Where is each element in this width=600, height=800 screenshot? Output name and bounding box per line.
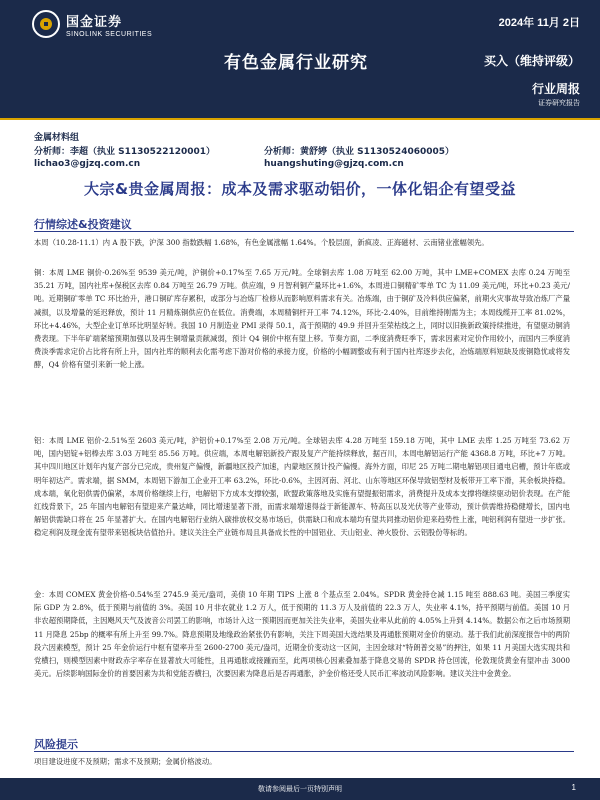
paragraph-aluminum: 铝：本周 LME 铝价-2.51%至 2603 美元/吨，沪铝价+0.17%至 2.08 万元/吨。全球铝去库 4.28 万吨至 159.18 万吨，其中 LME 去库 1.25 万吨至 73.62 万吨，国内铝锭+铝棒去库 3.03 万吨至 85.56 万吨。供应端，本周电解铝新投产跟及复产产能持续释放，据百川，本周电解铝运行产能 4368.8 万吨，环比+7 万吨。其中四川地区计划年内复产部分已完成，贵州复产偏慢，新疆地区投产加速，内蒙地区预计投产偏慢。海外方面，印尼 25 万吨二期电解铝项目通电启槽，预计年底或明年初达产。需求端，据 SMM，本周铝下游加工企业开工率 63.2%，环比-0.6%，主因河南、河北、山东等地区环保导致铝型材及板带开工率下滑，其余板块持稳。成本端，氧化铝供需仍偏紧，本周价格继续上行，电解铝下方成本支撑较强，欧盟政策落地及实施有望提振铝需求，消费提升及成本支撑将继续驱动铝价表现。在产能红线背景下，25 年国内电解铝有望迎来产量达峰，同比增速显著下滑，而需求端增速得益于新能源车、特高压以及光伏等产业带动，预计供需维持稳健增长，国内电解铝供需缺口将在 25 年显著扩大。在国内电解铝行业纳入碳排放权交易市场后，供需缺口和成本端均有望共同推动铝价迎来趋势性上涨，吨铝利润有望进一步扩张。稳定利润及现金流有望带来铝板块估值抬升。建议关注全产业链布局且具备成长性的中国铝业、天山铝业、神火股份、云铝股份等标的。	[34, 436, 570, 538]
paragraph-gold: 金：本周 COMEX 黄金价格-0.54%至 2745.9 美元/盎司，美债 10 年期 TIPS 上涨 8 个基点至 2.04%。SPDR 黄金持仓减 1.15 吨至 888.63 吨。美国三季度实际 GDP 为 2.8%，低于预期与前值的 3%。美国 10 月非农就业 1.2 万人，低于预期的 11.3 万人及前值的 22.3 万人，失业率 4.1%，持平预期与前值。美国 10 月非农超预期降低，主因飓风天气及波音公司罢工的影响，市场计入这一预期因而更加关注失业率，美国失业率从此前的 4.05%上升到 4.14%。数据公布之后市场预期 11 月降息 25bp 的概率有所上升至 99.7%。降息预期及地缘政治紧张仍有影响，关注下周美国大选结果及再通胀预期对金价的驱动。基于我们此前深度报告中的两阶段六因素模型，预计 25 年金价运行中枢有望率升至 2600-2700 美元/盎司，近期金价变动这一区间，主因金球对“特朗普交易”的押注，如果 11 月美国大选实现共和党横扫，则模型因素中财政赤字率存在显著放大可能性，且再通胀或接踵而至，此两项核心因素叠加基于降息交易的 SPDR 持仓回流，伦敦现货黄金有望冲击 3000 美元。后续影响国际金价的首要因素为共和党能否横扫，次要因素为降息后是否再通胀，沪金价格还受人民币汇率波动风险影响。建议关注中金黄金。	[34, 590, 570, 679]
paragraph-risk: 项目建设进度不及预期；需求不及预期；金属价格波动。	[34, 757, 217, 766]
report-type: 行业周报	[531, 82, 580, 96]
header-divider	[0, 118, 600, 120]
report-title: 有色金属行业研究	[224, 53, 368, 73]
analyst-2-email: huangshuting@gjzq.com.cn	[264, 159, 404, 169]
logo-name-en: SINOLINK SECURITIES	[66, 30, 153, 38]
analyst-2	[264, 146, 484, 170]
analyst-1-name: 分析师：李超（执业 S1130522120001）	[34, 147, 216, 157]
logo-name-cn: 国金证券	[66, 14, 123, 30]
risk-heading: 风险提示	[34, 738, 78, 751]
footer-disclaimer: 敬请参阅最后一页特别声明	[258, 785, 342, 793]
paragraph-market: 本周（10.28-11.1）内 A 股下跌，沪深 300 指数跌幅 1.68%，有色金属涨幅 1.64%。个股层面，新疯凌、正海磁材、云南锗业涨幅领先。	[34, 238, 489, 247]
page-number: 1	[571, 783, 576, 792]
sector-name: 金属材料组	[34, 133, 80, 143]
analyst-2-name: 分析师：黄舒婷（执业 S1130524060005）	[264, 147, 455, 157]
logo-icon	[32, 10, 60, 38]
report-date: 2024年 11月 2日	[498, 17, 580, 29]
summary-heading: 行情综述&投资建议	[34, 218, 132, 231]
summary-rule	[34, 231, 574, 232]
report-subtype: 证券研究报告	[538, 99, 580, 107]
main-title: 大宗&贵金属周报：成本及需求驱动铝价，一体化铝企有望受益	[83, 180, 517, 198]
analyst-1-email: lichao3@gjzq.com.cn	[34, 159, 141, 169]
company-logo	[32, 10, 152, 38]
risk-rule	[34, 751, 574, 752]
analyst-block	[34, 130, 574, 170]
logo-text	[66, 11, 152, 38]
rating-label: 买入（维持评级）	[483, 54, 580, 68]
analyst-1	[34, 146, 264, 170]
paragraph-copper: 铜：本周 LME 铜价-0.26%至 9539 美元/吨，沪铜价+0.17%至 7.65 万元/吨。全球铜去库 1.08 万吨至 62.00 万吨，其中 LME+COMEX 去库 0.24 万吨至 35.21 万吨，国内社库+保税区去库 0.84 万吨至 26.79 万吨。供应端，9 月智利铜产量环比+1.6%，本周进口铜精矿零单 TC 为 11.09 美元/吨，环比+0.23 美元/吨。近期铜矿零单 TC 环比抬升，港口铜矿库存累积，或部分与冶炼厂检修从而影响原料需求有关。冶炼端，由于铜矿及冷料供应偏紧，前期火灾事故导致冶炼厂产量减损，以及增量的延迟释放，预计 11 月精炼铜供应仍在低位。消费端，本周精铜杆开工率 74.12%，环比-2.40%，目前维持刚需为主；本周线缆开工率 81.02%，环比+4.46%，大型企业订单环比明显好转。我国 10 月制造业 PMI 录得 50.1，高于预期的 49.9 并回升至荣枯线之上，同时以旧换新政策持续推进，有望驱动铜消费表现。下半年矿端紧缩预期加强以及再生铜增量贡献减弱，预计 Q4 铜价中枢有望上移。节奏方面，二季度消费旺季下，需求因素对定价作用较小，而国内三季度消费淡季需求定价占比将有所上升，国内社库的顺利去化需考虑下游对价格的承接力度，价格的小幅调整或有利于国内社库逐步去化，冶炼端原料短缺及废铜隐忧或将发酵，Q4 价格有望引来新一轮上涨。	[34, 268, 570, 370]
